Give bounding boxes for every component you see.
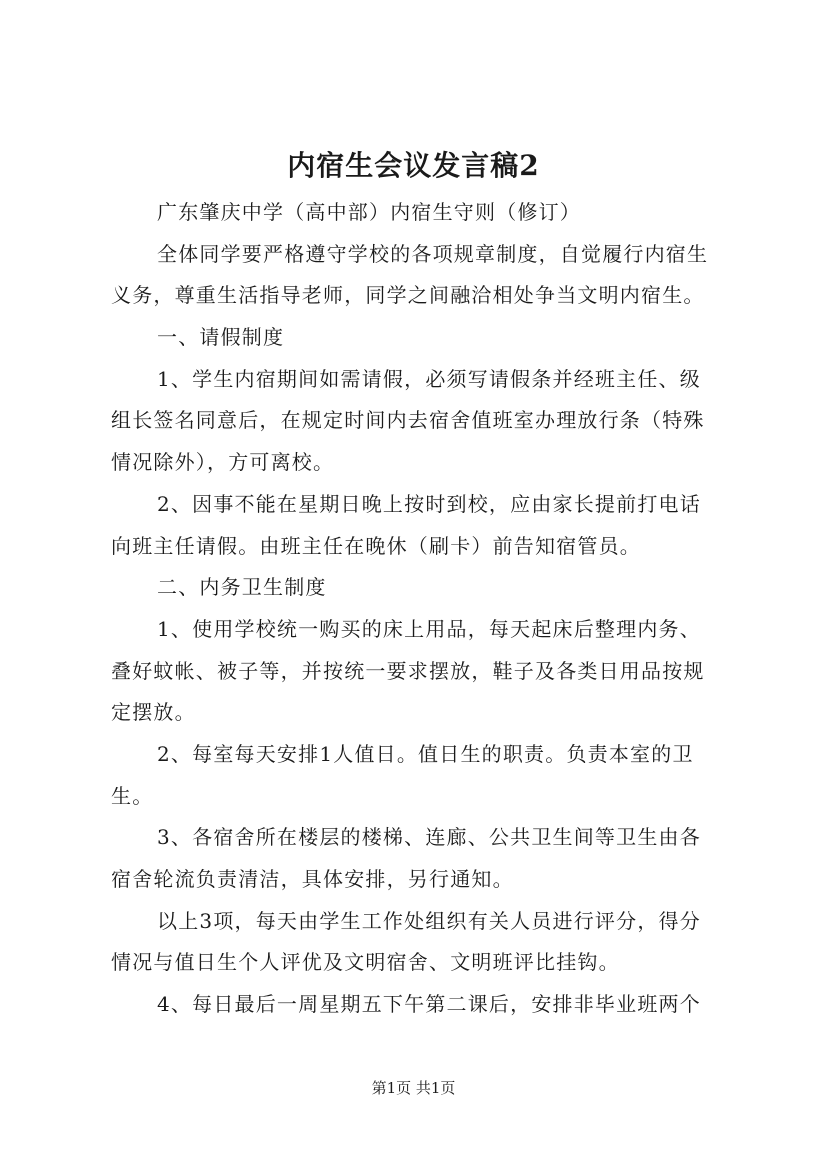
text-line: 以上3项，每天由学生工作处组织有关人员进行评分，得分 [157, 908, 701, 933]
text-line: 情况与值日生个人评优及文明宿舍、文明班评比挂钩。 [111, 950, 620, 975]
text-line: 1、学生内宿期间如需请假，必须写请假条并经班主任、级 [157, 366, 701, 391]
text-line: 定摆放。 [111, 700, 196, 725]
text-line: 广东肇庆中学（高中部）内宿生守则（修订） [157, 200, 581, 224]
text-line: 组长签名同意后，在规定时间内去宿舍值班室办理放行条（特殊 [111, 408, 705, 433]
text-line: 宿舍轮流负责清洁，具体安排，另行通知。 [111, 867, 514, 891]
text-line: 向班主任请假。由班主任在晚休（刷卡）前告知宿管员。 [111, 533, 641, 558]
text-line: 全体同学要严格遵守学校的各项规章制度，自觉履行内宿生 [157, 241, 709, 266]
text-line: 2、每室每天安排1人值日。值日生的职责。负责本室的卫 [157, 741, 694, 766]
text-line: 一、请假制度 [157, 325, 285, 350]
text-line: 情况除外），方可离校。 [111, 450, 335, 475]
text-line: 义务，尊重生活指导老师，同学之间融洽相处争当文明内宿生。 [111, 283, 705, 308]
text-line: 4、每日最后一周星期五下午第二课后，安排非毕业班两个 [157, 992, 701, 1017]
text-line: 1、使用学校统一购买的床上用品，每天起床后整理内务、 [157, 616, 701, 641]
text-line: 二、内务卫生制度 [157, 575, 327, 600]
text-line: 3、各宿舍所在楼层的楼梯、连廊、公共卫生间等卫生由各 [157, 825, 701, 850]
text-line: 2、因事不能在星期日晚上按时到校，应由家长提前打电话 [157, 491, 701, 516]
text-line: 生。 [111, 783, 154, 808]
document-title: 内宿生会议发言稿2 [287, 149, 540, 182]
text-line: 叠好蚊帐、被子等，并按统一要求摆放，鞋子及各类日用品按规 [111, 658, 705, 683]
page-footer: 第1页 共1页 [371, 1079, 456, 1097]
document-body [111, 192, 731, 1026]
